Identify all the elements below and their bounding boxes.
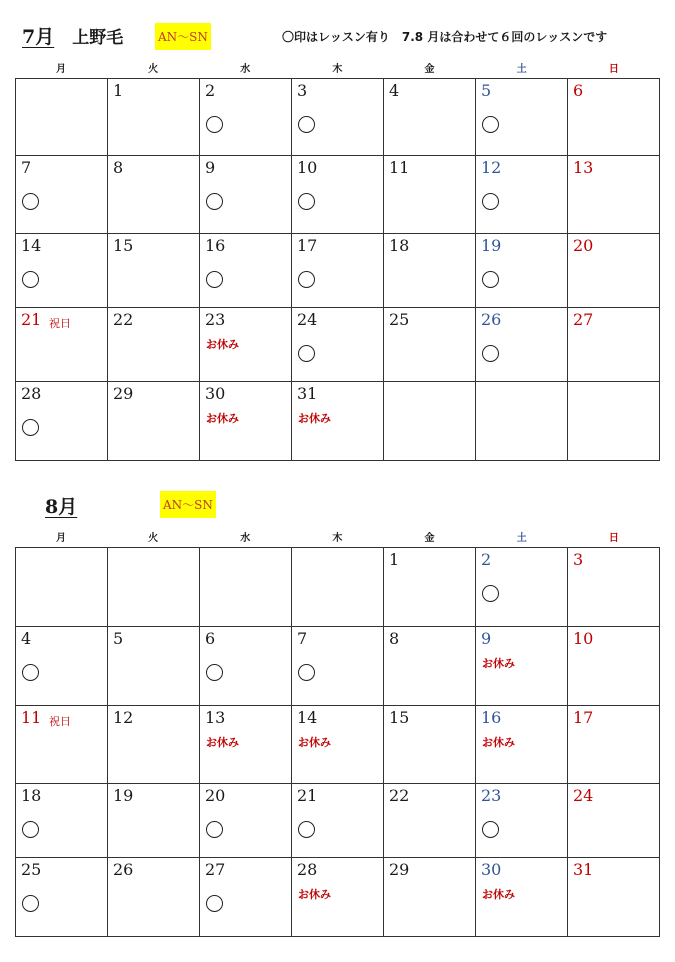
day-cell — [16, 79, 108, 156]
calendar-week-row — [16, 79, 660, 156]
day-number: 13 — [573, 158, 594, 177]
day-number: 10 — [573, 629, 594, 648]
day-cell — [200, 79, 292, 156]
calendar-week-row — [16, 706, 660, 784]
day-cell — [292, 308, 384, 382]
day-number: 21 — [297, 786, 318, 805]
day-number: 14 — [21, 236, 42, 255]
day-number: 22 — [389, 786, 410, 805]
july-title — [22, 22, 123, 49]
closed-label: お休み — [482, 657, 515, 670]
day-number: 13 — [205, 708, 226, 727]
calendar-week-row — [16, 548, 660, 627]
day-cell — [16, 784, 108, 858]
day-number: 28 — [21, 384, 42, 403]
day-number: 17 — [297, 236, 318, 255]
day-cell — [200, 627, 292, 706]
lesson-circle-icon — [22, 193, 39, 210]
day-cell — [16, 308, 108, 382]
lesson-note: 〇印はレッスン有り 7.8 月は合わせて６回のレッスンです — [282, 30, 608, 44]
day-cell — [16, 706, 108, 784]
day-number: 19 — [481, 236, 502, 255]
day-cell — [108, 382, 200, 461]
day-cell — [384, 382, 476, 461]
day-number: 30 — [205, 384, 226, 403]
day-cell — [384, 156, 476, 234]
day-cell — [476, 234, 568, 308]
day-cell — [108, 234, 200, 308]
day-cell — [292, 627, 384, 706]
day-cell — [108, 858, 200, 937]
day-number: 27 — [573, 310, 594, 329]
day-cell — [568, 79, 660, 156]
day-number: 26 — [113, 860, 134, 879]
day-cell — [292, 784, 384, 858]
day-cell — [16, 627, 108, 706]
day-number: 30 — [481, 860, 502, 879]
day-number: 31 — [297, 384, 318, 403]
weekday-label: 火 — [148, 64, 159, 75]
lesson-circle-icon — [298, 821, 315, 838]
day-cell — [108, 156, 200, 234]
day-cell — [16, 548, 108, 627]
day-cell — [568, 382, 660, 461]
day-cell — [200, 308, 292, 382]
calendar-week-row — [16, 858, 660, 937]
day-number: 3 — [573, 550, 584, 569]
lesson-circle-icon — [298, 664, 315, 681]
calendar-week-row — [16, 627, 660, 706]
weekday-label: 火 — [148, 533, 159, 544]
day-number: 9 — [205, 158, 216, 177]
day-cell — [292, 382, 384, 461]
location-label: 上野毛 — [72, 28, 124, 48]
calendar-week-row — [16, 234, 660, 308]
day-number: 6 — [573, 81, 584, 100]
day-cell — [292, 234, 384, 308]
lesson-circle-icon — [482, 193, 499, 210]
day-cell — [16, 234, 108, 308]
day-number: 15 — [113, 236, 134, 255]
day-cell — [384, 858, 476, 937]
day-number: 26 — [481, 310, 502, 329]
day-cell — [108, 308, 200, 382]
august-weekday-header — [15, 529, 660, 543]
day-number: 29 — [389, 860, 410, 879]
day-cell — [200, 548, 292, 627]
lesson-circle-icon — [22, 271, 39, 288]
day-cell — [568, 784, 660, 858]
day-number: 20 — [573, 236, 594, 255]
day-number: 14 — [297, 708, 318, 727]
day-number: 23 — [205, 310, 226, 329]
day-cell — [476, 858, 568, 937]
day-number: 12 — [113, 708, 134, 727]
day-cell — [476, 156, 568, 234]
weekday-label: 水 — [240, 533, 251, 544]
day-cell — [476, 627, 568, 706]
holiday-label: 祝日 — [49, 317, 71, 330]
weekday-label: 月 — [56, 64, 66, 75]
day-cell — [292, 548, 384, 627]
day-number: 22 — [113, 310, 134, 329]
day-number: 3 — [297, 81, 308, 100]
july-weekday-header — [15, 60, 660, 74]
lesson-circle-icon — [22, 664, 39, 681]
day-number: 6 — [205, 629, 216, 648]
day-cell — [384, 706, 476, 784]
day-number: 21 — [21, 310, 42, 329]
day-cell — [384, 548, 476, 627]
closed-label: お休み — [206, 736, 239, 749]
calendar-week-row — [16, 784, 660, 858]
day-cell — [568, 234, 660, 308]
july-month-label: 7月 — [22, 26, 55, 48]
lesson-circle-icon — [22, 821, 39, 838]
day-cell — [108, 627, 200, 706]
lesson-circle-icon — [298, 345, 315, 362]
weekday-label: 日 — [608, 64, 619, 75]
weekday-label: 金 — [424, 533, 435, 544]
august-month-label: 8月 — [45, 496, 78, 518]
day-cell — [476, 548, 568, 627]
day-number: 25 — [21, 860, 42, 879]
day-cell — [476, 79, 568, 156]
weekday-label: 土 — [516, 64, 527, 75]
day-number: 16 — [205, 236, 226, 255]
day-cell — [16, 382, 108, 461]
day-number: 24 — [573, 786, 594, 805]
lesson-circle-icon — [482, 345, 499, 362]
day-cell — [384, 784, 476, 858]
day-number: 17 — [573, 708, 594, 727]
day-number: 24 — [297, 310, 318, 329]
day-number: 8 — [389, 629, 400, 648]
lesson-circle-icon — [298, 271, 315, 288]
day-cell — [568, 548, 660, 627]
day-cell — [200, 858, 292, 937]
day-number: 7 — [21, 158, 32, 177]
lesson-circle-icon — [206, 193, 223, 210]
closed-label: お休み — [298, 888, 331, 901]
day-number: 27 — [205, 860, 226, 879]
day-number: 7 — [297, 629, 308, 648]
day-cell — [568, 156, 660, 234]
day-number: 4 — [389, 81, 400, 100]
august-title — [45, 492, 77, 519]
weekday-label: 土 — [516, 533, 527, 544]
day-cell — [292, 706, 384, 784]
day-cell — [384, 234, 476, 308]
weekday-label: 水 — [240, 64, 251, 75]
lesson-circle-icon — [22, 419, 39, 436]
day-cell — [568, 627, 660, 706]
day-number: 19 — [113, 786, 134, 805]
weekday-label: 日 — [608, 533, 619, 544]
day-cell — [384, 308, 476, 382]
calendar-week-row — [16, 156, 660, 234]
closed-label: お休み — [206, 338, 239, 351]
day-cell — [384, 627, 476, 706]
day-cell — [200, 234, 292, 308]
lesson-circle-icon — [206, 895, 223, 912]
day-number: 23 — [481, 786, 502, 805]
weekday-label: 金 — [424, 64, 435, 75]
day-number: 18 — [21, 786, 42, 805]
day-cell — [16, 858, 108, 937]
day-cell — [200, 156, 292, 234]
lesson-circle-icon — [482, 821, 499, 838]
lesson-circle-icon — [482, 116, 499, 133]
day-number: 4 — [21, 629, 32, 648]
holiday-label: 祝日 — [49, 715, 71, 728]
day-cell — [476, 308, 568, 382]
lesson-circle-icon — [22, 895, 39, 912]
day-cell — [108, 706, 200, 784]
weekday-label: 月 — [56, 533, 66, 544]
day-number: 25 — [389, 310, 410, 329]
day-cell — [200, 382, 292, 461]
closed-label: お休み — [482, 888, 515, 901]
day-cell — [568, 308, 660, 382]
closed-label: お休み — [298, 412, 331, 425]
day-number: 9 — [481, 629, 492, 648]
lesson-circle-icon — [206, 821, 223, 838]
day-number: 18 — [389, 236, 410, 255]
august-level-tag: AN～SN — [160, 491, 216, 518]
lesson-circle-icon — [482, 271, 499, 288]
weekday-label: 木 — [332, 533, 343, 544]
day-cell — [384, 79, 476, 156]
day-number: 2 — [205, 81, 216, 100]
closed-label: お休み — [206, 412, 239, 425]
lesson-circle-icon — [206, 271, 223, 288]
day-number: 16 — [481, 708, 502, 727]
july-calendar — [15, 78, 660, 461]
lesson-circle-icon — [298, 193, 315, 210]
day-number: 5 — [113, 629, 124, 648]
day-number: 11 — [21, 708, 42, 727]
day-cell — [16, 156, 108, 234]
july-level-tag: AN～SN — [155, 23, 211, 50]
day-cell — [108, 548, 200, 627]
day-number: 10 — [297, 158, 318, 177]
day-number: 15 — [389, 708, 410, 727]
day-cell — [108, 784, 200, 858]
day-number: 2 — [481, 550, 492, 569]
day-cell — [476, 784, 568, 858]
day-cell — [200, 706, 292, 784]
day-number: 8 — [113, 158, 124, 177]
day-cell — [108, 79, 200, 156]
lesson-circle-icon — [206, 116, 223, 133]
day-cell — [200, 784, 292, 858]
day-cell — [292, 858, 384, 937]
day-number: 5 — [481, 81, 492, 100]
day-number: 1 — [389, 550, 400, 569]
day-cell — [292, 156, 384, 234]
day-number: 1 — [113, 81, 124, 100]
august-calendar — [15, 547, 660, 937]
weekday-label: 木 — [332, 64, 343, 75]
lesson-circle-icon — [206, 664, 223, 681]
day-number: 20 — [205, 786, 226, 805]
day-cell — [292, 79, 384, 156]
closed-label: お休み — [298, 736, 331, 749]
closed-label: お休み — [482, 736, 515, 749]
day-number: 29 — [113, 384, 134, 403]
day-number: 28 — [297, 860, 318, 879]
calendar-week-row — [16, 308, 660, 382]
day-number: 12 — [481, 158, 502, 177]
lesson-circle-icon — [482, 585, 499, 602]
day-cell — [476, 382, 568, 461]
day-number: 31 — [573, 860, 594, 879]
day-cell — [568, 858, 660, 937]
day-cell — [568, 706, 660, 784]
lesson-circle-icon — [298, 116, 315, 133]
day-cell — [476, 706, 568, 784]
day-number: 11 — [389, 158, 410, 177]
calendar-week-row — [16, 382, 660, 461]
